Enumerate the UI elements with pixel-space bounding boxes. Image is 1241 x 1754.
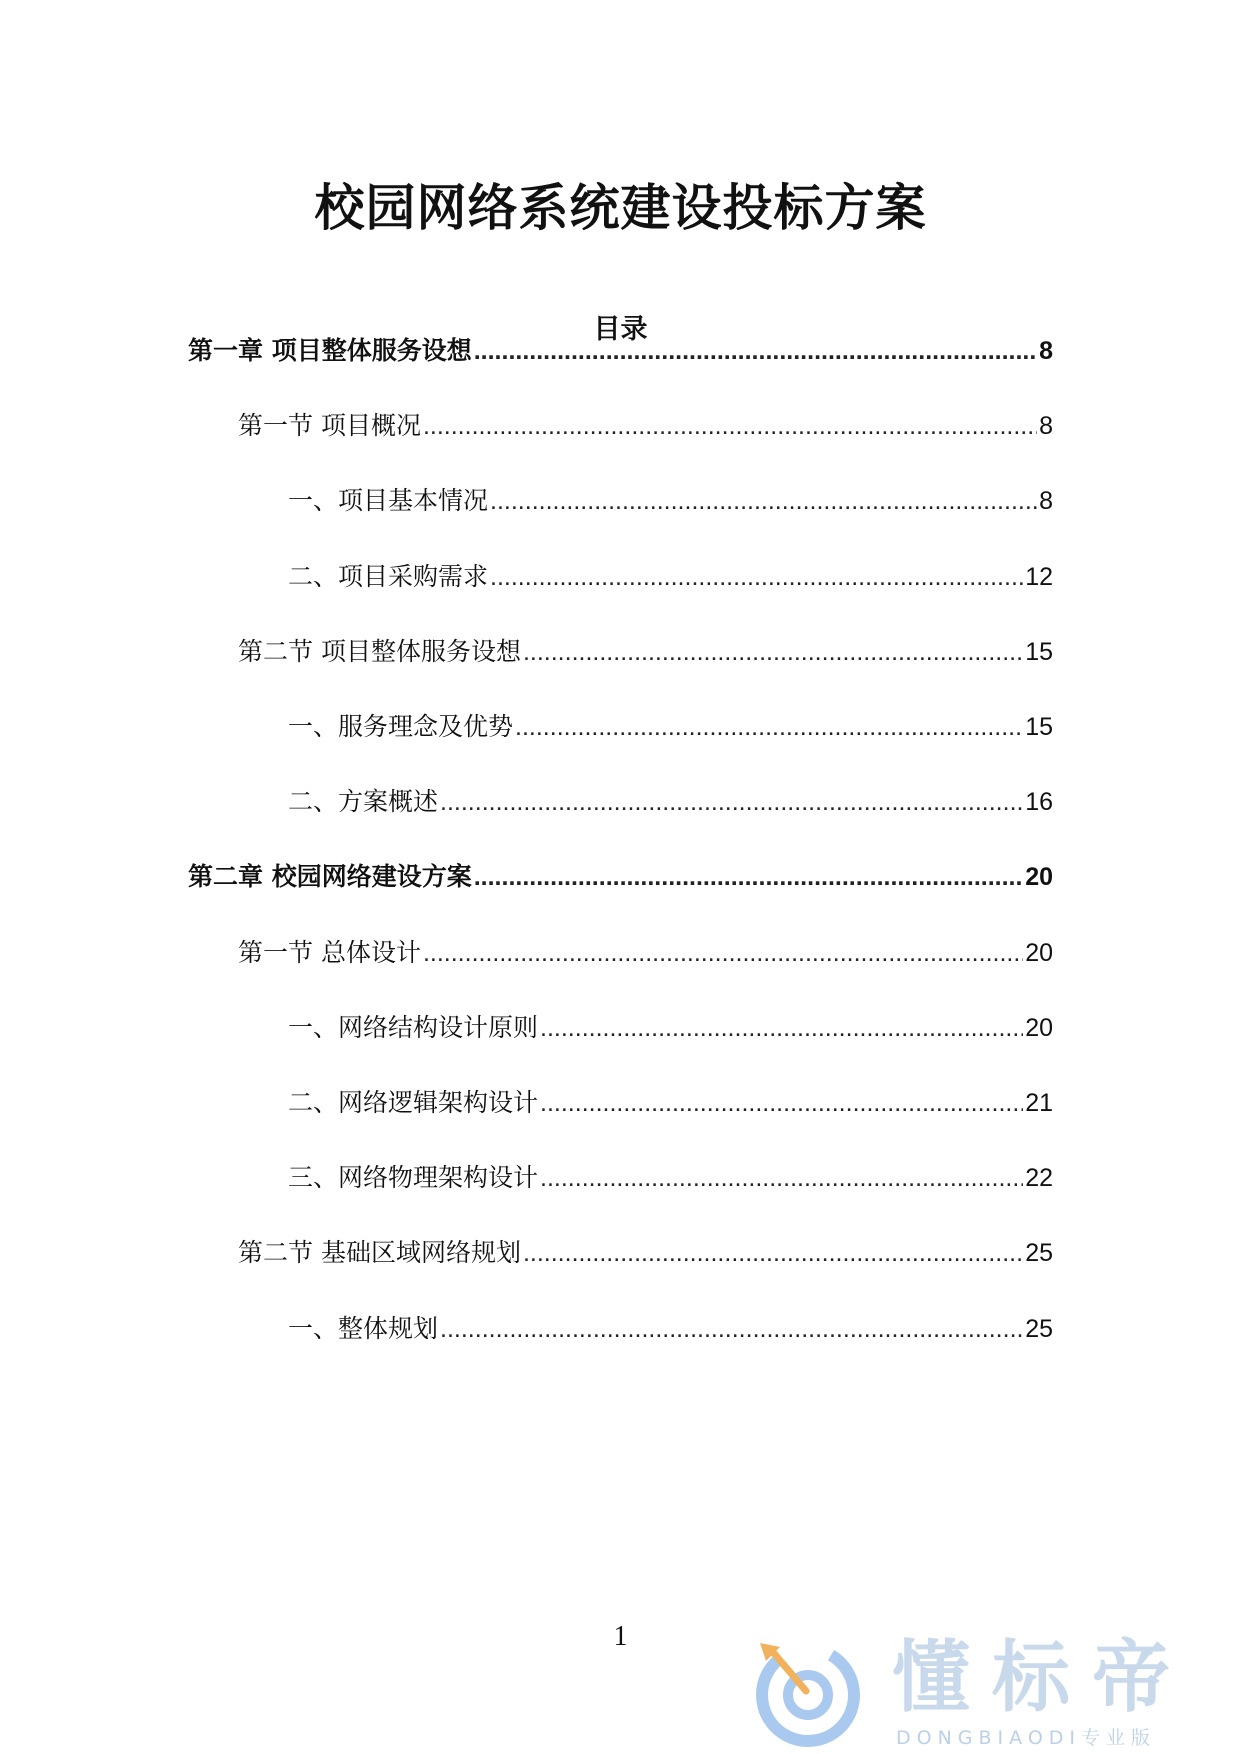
toc-dot-leader <box>440 1311 1023 1347</box>
toc-entry-page: 20 <box>1025 1014 1053 1042</box>
toc-entry[interactable] <box>188 859 1053 895</box>
toc-entry-title: 一、整体规划 <box>288 1314 439 1343</box>
toc-entry-title: 二、方案概述 <box>288 787 439 816</box>
toc-entry-page: 8 <box>1039 412 1053 440</box>
toc-entry-title: 第二节 基础区域网络规划 <box>238 1238 521 1267</box>
toc-entry-page: 15 <box>1025 713 1053 741</box>
toc-entry-title: 一、项目基本情况 <box>288 486 489 515</box>
watermark <box>740 1625 1240 1754</box>
toc-entry[interactable] <box>288 784 1053 820</box>
toc-dot-leader <box>474 333 1037 369</box>
toc-entry[interactable] <box>238 1235 1053 1271</box>
toc-dot-leader <box>540 1160 1023 1196</box>
toc-entry[interactable] <box>288 1010 1053 1046</box>
toc-entry-title: 二、网络逻辑架构设计 <box>288 1088 539 1117</box>
toc-entry[interactable] <box>238 634 1053 670</box>
toc-dot-leader <box>523 1235 1023 1271</box>
toc-entry-page: 8 <box>1039 337 1053 365</box>
toc-dot-leader <box>540 1085 1023 1121</box>
toc-entry[interactable] <box>238 935 1053 971</box>
toc-dot-leader <box>474 859 1023 895</box>
toc-entry-title: 一、服务理念及优势 <box>288 712 514 741</box>
toc-entry[interactable] <box>288 709 1053 745</box>
toc-dot-leader <box>423 408 1037 444</box>
toc-entry[interactable] <box>288 1160 1053 1196</box>
page-number: 1 <box>613 1621 628 1652</box>
toc-entry-page: 20 <box>1025 863 1053 891</box>
toc-entry-page: 25 <box>1025 1315 1053 1343</box>
toc-entry-page: 16 <box>1025 788 1053 816</box>
toc-entry-title: 第二章 校园网络建设方案 <box>188 862 472 891</box>
toc-dot-leader <box>440 784 1023 820</box>
toc-dot-leader <box>423 935 1023 971</box>
toc-entry[interactable] <box>238 408 1053 444</box>
toc-entry-title: 第一节 总体设计 <box>238 938 421 967</box>
toc-entry[interactable] <box>288 483 1053 519</box>
toc-entry-title: 第二节 项目整体服务设想 <box>238 637 521 666</box>
toc-entry-page: 15 <box>1025 638 1053 666</box>
toc-entry-page: 8 <box>1039 487 1053 515</box>
toc-heading: 目录 <box>593 314 648 345</box>
toc-dot-leader <box>490 559 1023 595</box>
toc-entry-page: 25 <box>1025 1239 1053 1267</box>
toc-entry-page: 22 <box>1025 1164 1053 1192</box>
toc-entry[interactable] <box>188 333 1053 369</box>
toc-dot-leader <box>540 1010 1023 1046</box>
toc-entry-title: 一、网络结构设计原则 <box>288 1013 539 1042</box>
toc-entry-page: 20 <box>1025 939 1053 967</box>
toc-entry[interactable] <box>288 1085 1053 1121</box>
toc-entry-title: 二、项目采购需求 <box>288 562 489 591</box>
toc-dot-leader <box>490 483 1037 519</box>
toc-entry[interactable] <box>288 559 1053 595</box>
toc-entry[interactable] <box>288 1311 1053 1347</box>
target-logo-icon <box>750 1635 870 1750</box>
toc-entry-page: 12 <box>1025 563 1053 591</box>
toc-entry-title: 三、网络物理架构设计 <box>288 1163 539 1192</box>
toc-dot-leader <box>523 634 1023 670</box>
toc-entry-title: 第一章 项目整体服务设想 <box>188 336 472 365</box>
toc-dot-leader <box>515 709 1023 745</box>
watermark-subtitle: DONGBIAODI专业版 <box>896 1727 1157 1749</box>
watermark-brand: 懂标帝 <box>892 1633 1193 1723</box>
document-title: 校园网络系统建设投标方案 <box>314 179 927 237</box>
toc-entry-page: 21 <box>1025 1089 1053 1117</box>
toc-entry-title: 第一节 项目概况 <box>238 411 421 440</box>
